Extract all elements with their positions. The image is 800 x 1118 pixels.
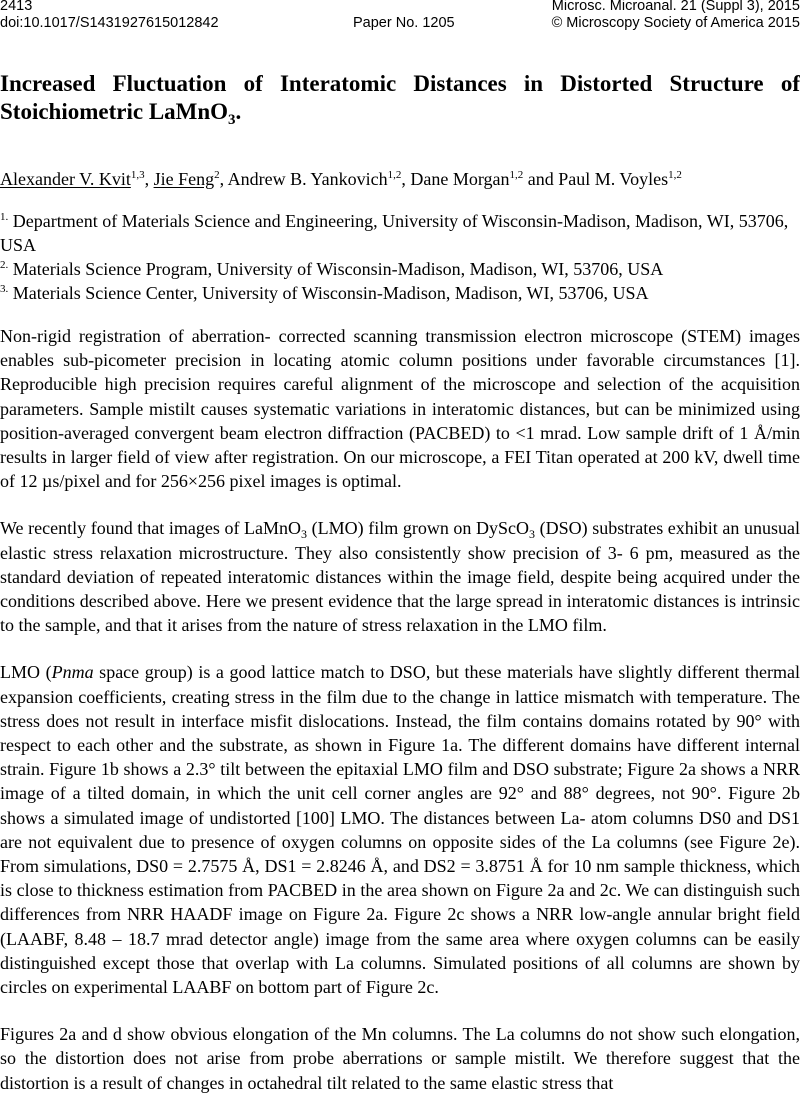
- affiliation: $^{3.}$ Materials Science Center, University of Wisconsin-Madison, Madison, WI, 53706, USA: [0, 283, 649, 303]
- abstract-body: [0, 324, 800, 1118]
- page-number: 2413: [0, 0, 33, 14]
- affiliations: [0, 209, 800, 305]
- author-name: Andrew B. Yankovich: [227, 169, 388, 189]
- author-name: Paul M. Voyles: [558, 169, 669, 189]
- author-name: Dane Morgan: [410, 169, 510, 189]
- author-name: Jie Feng: [153, 169, 215, 189]
- journal-citation: Microsc. Microanal. 21 (Suppl 3), 2015: [551, 0, 800, 14]
- title-line-1: Increased Fluctuation of Interatomic Distances in Distorted Structure of: [0, 71, 800, 96]
- paragraph: Figures 2a and d show obvious elongation of the Mn columns. The La columns do not show such elongation, so the distortion does not arise from probe aberrations or sample mistilt. We therefore suggest that the distortion is a result of changes in octahedral tilt related to the same elastic stress that: [0, 1024, 800, 1093]
- affiliation: $^{2.}$ Materials Science Program, University of Wisconsin-Madison, Madison, WI, 53706, USA: [0, 259, 664, 279]
- paper-number: Paper No. 1205: [353, 15, 455, 31]
- affiliation: $^{1.}$ Department of Materials Science and Engineering, University of Wisconsin-Madison, Madison, WI, 53706, USA: [0, 211, 789, 255]
- author-name: Alexander V. Kvit: [0, 169, 131, 189]
- paragraph: We recently found that images of LaMnO$_3$ (LMO) film grown on DyScO$_3$ (DSO) substrates exhibit an unusual elastic stress relaxation microstructure. They also consistently show precision of 3- 6 pm, measured as the standard deviation of repeated interatomic distances within the image field, despite being acquired under the conditions described above. Here we present evidence that the large spread in interatomic distances is intrinsic to the sample, and that it arises from the nature of stress relaxation in the LMO film.: [0, 518, 800, 636]
- title-line-2: Stoichiometric LaMnO$_3$.: [0, 99, 242, 128]
- paragraph: Non-rigid registration of aberration- corrected scanning transmission electron microscope (STEM) images enables sub-picometer precision in locating atomic column positions under favorable circumstances [1]. Reproducible high precision requires careful alignment of the microscope and selection of the acquisition parameters. Sample mistilt causes systematic variations in interatomic distances, but can be minimized using position-averaged convergent beam electron diffraction (PACBED) to <1 mrad. Low sample drift of 1 Å/min results in larger field of view after registration. On our microscope, a FEI Titan operated at 200 kV, dwell time of 12 µs/pixel and for 256×256 pixel images is optimal.: [0, 326, 800, 492]
- doi: doi:10.1017/S1431927615012842: [0, 15, 219, 31]
- paragraph: LMO (Pnma space group) is a good lattice match to DSO, but these materials have slightly different thermal expansion coefficients, creating stress in the film due to the change in lattice mismatch with temperature. The stress does not result in interface misfit dislocations. Instead, the film contains domains rotated by 90° with respect to each other and the substrate, as shown in Figure 1a. The different domains have different internal strain. Figure 1b shows a 2.3° tilt between the epitaxial LMO film and DSO substrate; Figure 2a shows a NRR image of a tilted domain, in which the unit cell corner angles are 92° and 88° degrees, not 90°. Figure 2b shows a simulated image of undistorted [100] LMO. The distances between La- atom columns DS0 and DS1 are not equivalent due to presence of oxygen columns on opposite sides of the La columns (see Figure 2e). From simulations, DS0 = 2.7575 Å, DS1 = 2.8246 Å, and DS2 = 3.8751 Å for 10 nm sample thickness, which is close to thickness estimation from PACBED in the area shown on Figure 2a and 2c. We can distinguish such differences from NRR HAADF image on Figure 2a. Figure 2c shows a NRR low-angle annular bright field (LAABF, 8.48 – 18.7 mrad detector angle) image from the same area where oxygen columns can be easily distinguished except those that overlap with La columns. Simulated positions of all columns are shown by circles on experimental LAABF on bottom part of Figure 2c.: [0, 662, 800, 998]
- author-list: Alexander V. Kvit$^{1,3}$, Jie Feng$^2$, Andrew B. Yankovich$^{1,2}$, Dane Morgan$^{1,2}$ and Paul M. Voyles$^{1,2}$: [0, 169, 682, 189]
- paper-title: [0, 70, 800, 126]
- copyright: © Microscopy Society of America 2015: [551, 15, 800, 31]
